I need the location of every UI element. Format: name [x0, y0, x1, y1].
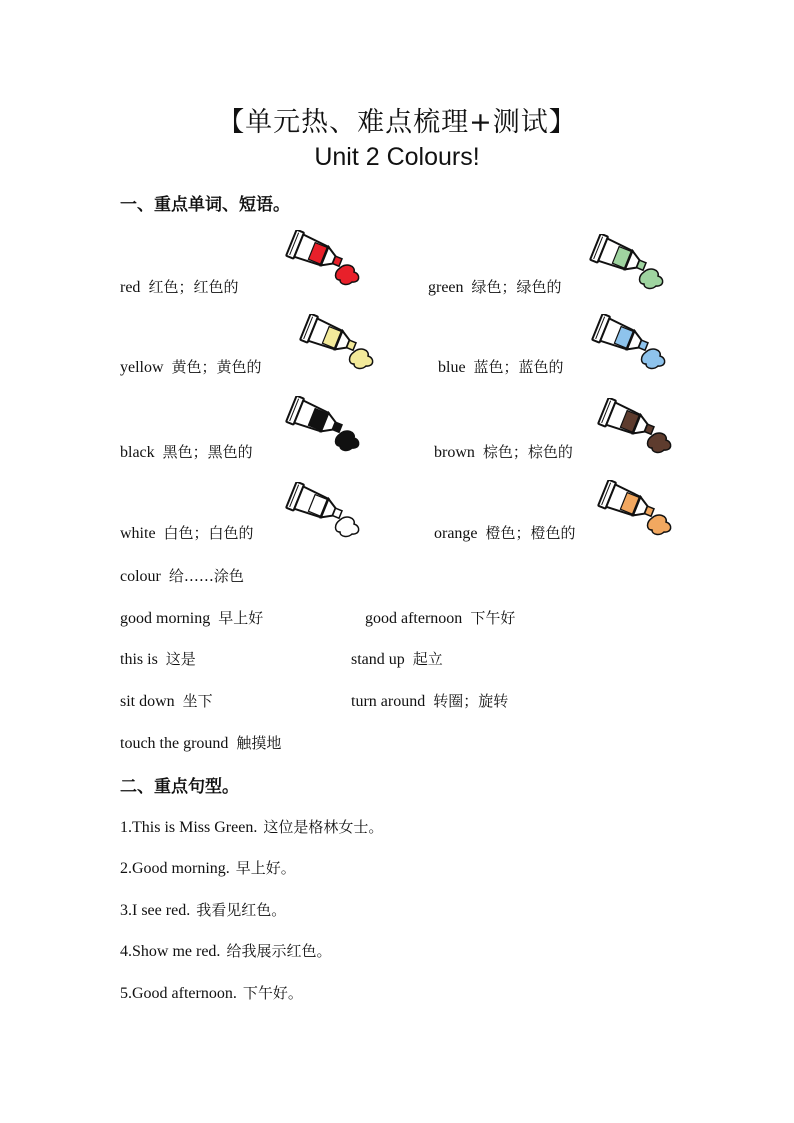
sentence-cn: 给我展示红色。 [226, 942, 332, 960]
phrase-en: touch the ground [120, 735, 229, 752]
sentence-item [120, 899, 286, 920]
vocab-item-orange [434, 522, 576, 543]
page-title: 【单元热、难点梳理+测试】 [217, 107, 577, 138]
sentence-cn: 我看见红色。 [196, 901, 287, 919]
sentence-en: 2.Good morning. [120, 860, 230, 877]
phrase-item [120, 565, 244, 586]
phrase-en: stand up [351, 651, 405, 668]
sentence-en: 4.Show me red. [120, 943, 221, 960]
sentence-item [120, 982, 303, 1003]
vocab-en: brown [434, 444, 475, 461]
phrase-item [120, 648, 196, 669]
phrase-cn: 转圈；旋转 [433, 692, 509, 710]
phrase-item [120, 607, 263, 628]
phrase-cn: 下午好 [470, 609, 516, 627]
vocab-en: black [120, 444, 155, 461]
brown-paint-tube-icon [596, 398, 676, 454]
vocab-en: orange [434, 525, 478, 542]
phrase-item [365, 607, 515, 628]
phrase-item [120, 690, 213, 711]
phrase-en: good morning [120, 610, 211, 627]
vocab-cn: 白色；白色的 [163, 524, 254, 542]
phrase-cn: 起立 [412, 650, 443, 668]
section-heading-sentences: 二、重点句型。 [120, 777, 239, 797]
sentence-cn: 这位是格林女士。 [263, 818, 384, 836]
vocab-item-green [428, 276, 562, 297]
sentence-cn: 早上好。 [235, 859, 296, 877]
phrase-item [351, 648, 443, 669]
vocab-item-red [120, 276, 238, 297]
vocab-cn: 橙色；橙色的 [485, 524, 576, 542]
sentence-item [120, 816, 383, 837]
blue-paint-tube-icon [590, 314, 670, 370]
yellow-paint-tube-icon [298, 314, 378, 370]
orange-paint-tube-icon [596, 480, 676, 536]
vocab-cn: 棕色；棕色的 [482, 443, 573, 461]
phrase-cn: 触摸地 [236, 734, 282, 752]
red-paint-tube-icon [284, 230, 364, 286]
vocab-en: green [428, 279, 464, 296]
phrase-en: turn around [351, 693, 426, 710]
vocab-item-white [120, 522, 254, 543]
vocab-item-yellow [120, 356, 262, 377]
vocab-item-brown [434, 441, 573, 462]
phrase-en: this is [120, 651, 158, 668]
vocab-en: blue [438, 359, 466, 376]
white-paint-tube-icon [284, 482, 364, 538]
vocab-en: yellow [120, 359, 164, 376]
vocab-item-black [120, 441, 253, 462]
vocab-cn: 黑色；黑色的 [162, 443, 253, 461]
phrase-cn: 给……涂色 [168, 567, 244, 585]
vocab-item-blue [438, 356, 564, 377]
phrase-cn: 坐下 [182, 692, 213, 710]
green-paint-tube-icon [588, 234, 668, 290]
vocab-cn: 蓝色；蓝色的 [473, 358, 564, 376]
sentence-item [120, 857, 296, 878]
phrase-item [120, 732, 281, 753]
vocab-cn: 黄色；黄色的 [171, 358, 262, 376]
phrase-cn: 早上好 [218, 609, 264, 627]
sentence-item [120, 940, 331, 961]
vocab-cn: 绿色；绿色的 [471, 278, 562, 296]
phrase-cn: 这是 [165, 650, 196, 668]
phrase-item [351, 690, 508, 711]
vocab-en: white [120, 525, 156, 542]
unit-title: Unit 2 Colours! [314, 143, 480, 171]
sentence-en: 5.Good afternoon. [120, 985, 237, 1002]
vocab-en: red [120, 279, 141, 296]
black-paint-tube-icon [284, 396, 364, 452]
sentence-en: 1.This is Miss Green. [120, 819, 258, 836]
sentence-cn: 下午好。 [242, 984, 303, 1002]
sentence-en: 3.I see red. [120, 902, 191, 919]
phrase-en: good afternoon [365, 610, 463, 627]
vocab-cn: 红色；红色的 [148, 278, 239, 296]
phrase-en: colour [120, 568, 161, 585]
section-heading-vocabulary: 一、重点单词、短语。 [120, 195, 290, 215]
phrase-en: sit down [120, 693, 175, 710]
